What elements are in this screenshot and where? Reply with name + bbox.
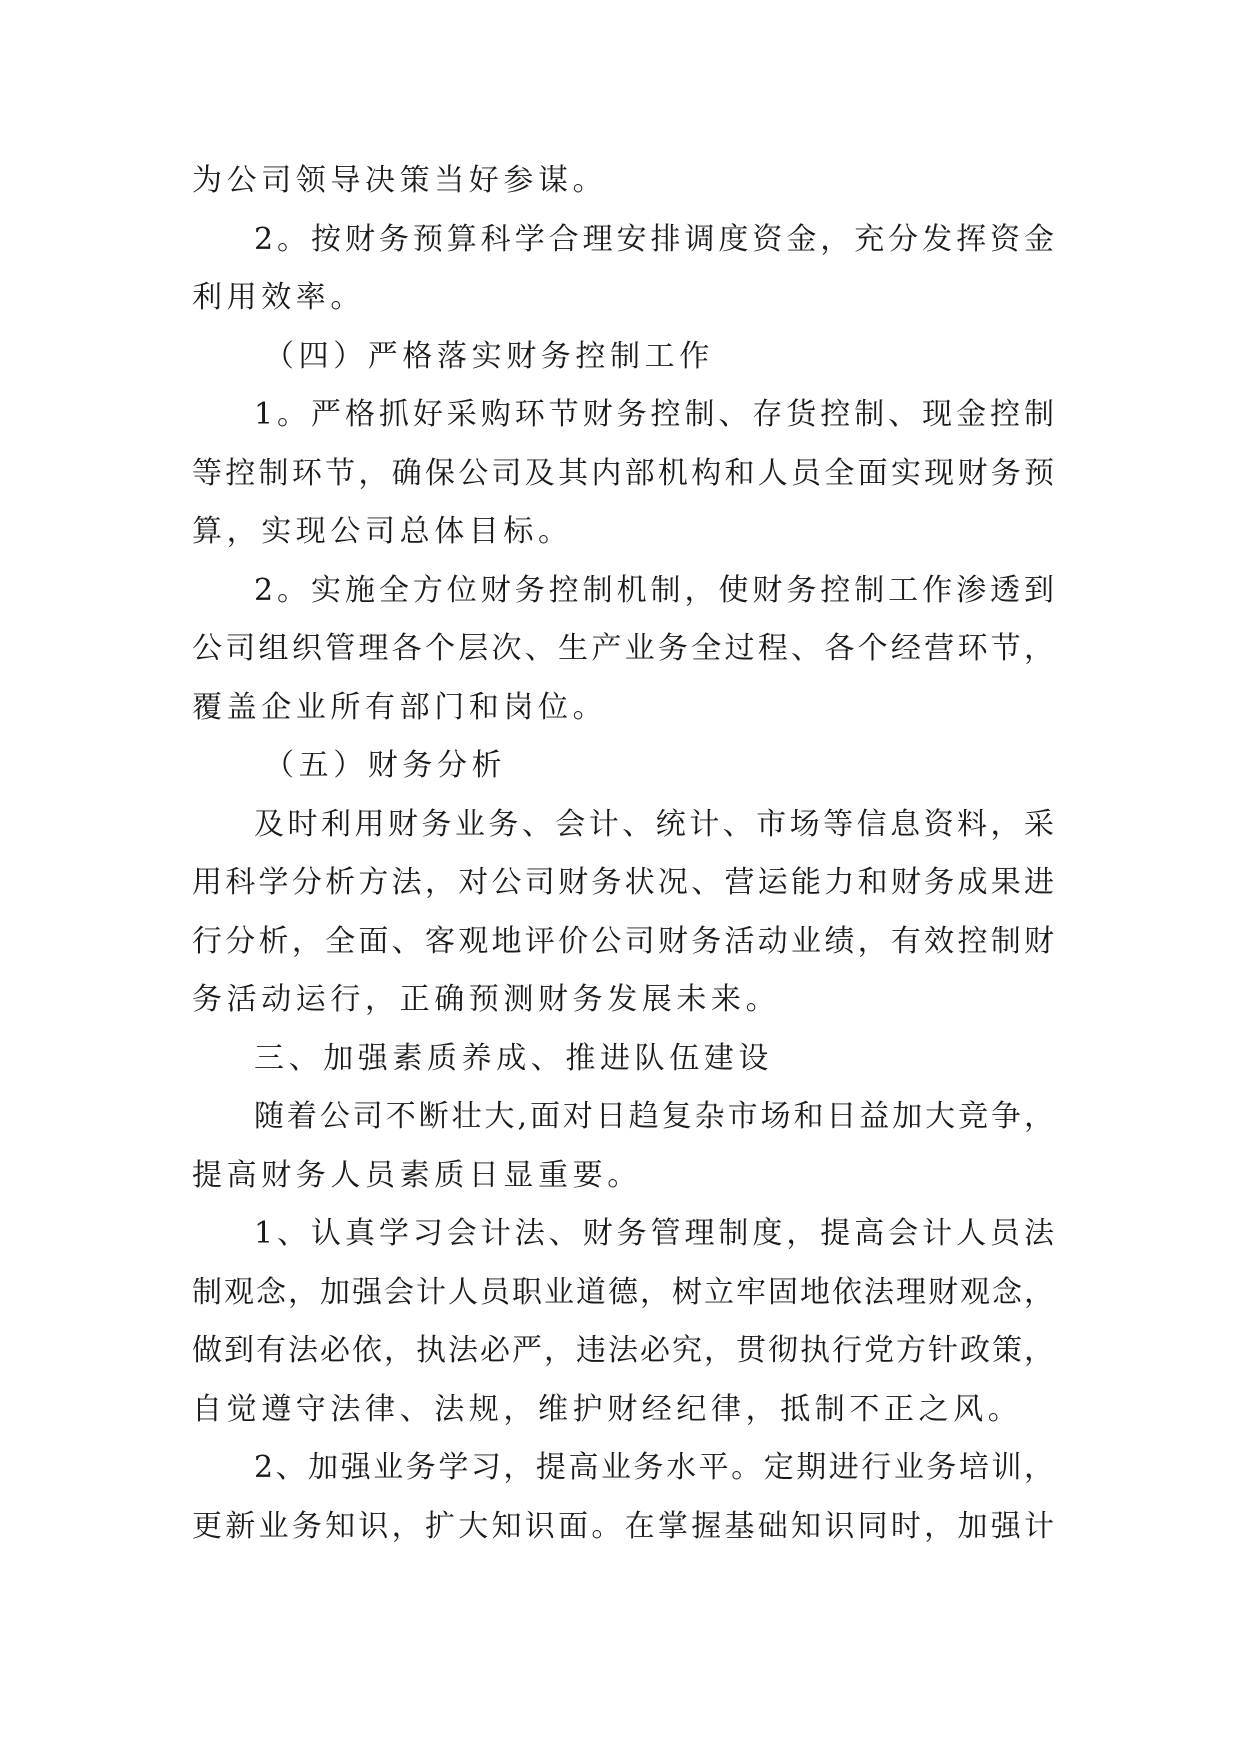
text-line: 为公司领导决策当好参谋。 bbox=[192, 163, 608, 198]
text-line: 及时利用财务业务、会计、统计、市场等信息资料，采 bbox=[254, 806, 1054, 842]
text-line: 行分析，全面、客观地评价公司财务活动业绩，有效控制财 bbox=[192, 923, 1054, 959]
section-heading: （五）财务分析 bbox=[264, 748, 507, 783]
section-heading: 三、加强素质养成、推进队伍建设 bbox=[254, 1040, 773, 1076]
text-line: 覆盖企业所有部门和岗位。 bbox=[192, 689, 608, 725]
text-line: 用科学分析方法，对公司财务状况、营运能力和财务成果进 bbox=[192, 865, 1054, 900]
text-line: 2。实施全方位财务控制机制，使财务控制工作渗透到 bbox=[254, 572, 1054, 608]
text-line: 随着公司不断壮大,面对日趋复杂市场和日益加大竞争， bbox=[254, 1099, 1054, 1134]
text-line: 2。按财务预算科学合理安排调度资金，充分发挥资金 bbox=[254, 221, 1054, 257]
text-line: 2、加强业务学习，提高业务水平。定期进行业务培训， bbox=[254, 1450, 1054, 1485]
text-line: 公司组织管理各个层次、生产业务全过程、各个经营环节， bbox=[192, 631, 1054, 666]
text-line: 自觉遵守法律、法规，维护财经纪律，抵制不正之风。 bbox=[192, 1391, 1023, 1427]
document-page bbox=[192, 152, 1054, 1556]
text-line: 等控制环节，确保公司及其内部机构和人员全面实现财务预 bbox=[192, 455, 1054, 491]
text-line: 利用效率。 bbox=[192, 280, 365, 315]
text-line: 制观念，加强会计人员职业道德，树立牢固地依法理财观念， bbox=[192, 1274, 1054, 1310]
text-line: 更新业务知识，扩大知识面。在掌握基础知识同时，加强计 bbox=[192, 1508, 1054, 1544]
text-line: 提高财务人员素质日显重要。 bbox=[192, 1157, 642, 1193]
section-heading: （四）严格落实财务控制工作 bbox=[264, 338, 714, 374]
text-line: 算，实现公司总体目标。 bbox=[192, 514, 573, 549]
text-line: 做到有法必依，执法必严，违法必究，贯彻执行党方针政策， bbox=[192, 1333, 1054, 1368]
text-line: 1、认真学习会计法、财务管理制度，提高会计人员法 bbox=[254, 1216, 1054, 1251]
text-line: 1。严格抓好采购环节财务控制、存货控制、现金控制 bbox=[254, 397, 1054, 432]
text-line: 务活动运行，正确预测财务发展未来。 bbox=[192, 982, 781, 1017]
